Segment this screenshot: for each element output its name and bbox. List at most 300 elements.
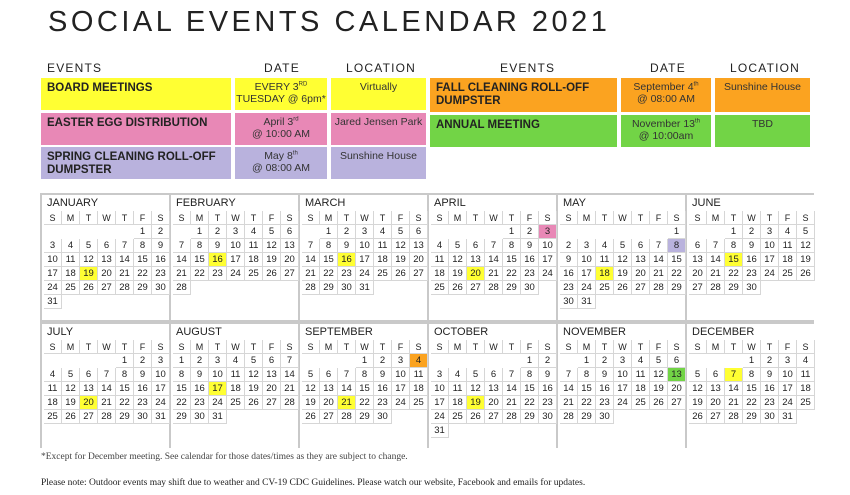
event-name: EASTER EGG DISTRIBUTION xyxy=(41,113,231,145)
day-cell: 14 xyxy=(98,382,116,396)
day-cell: 8 xyxy=(134,239,152,253)
day-cell: 4 xyxy=(227,354,245,368)
day-cell: 13 xyxy=(485,382,503,396)
event-date: May 8th @ 08:00 AM xyxy=(235,147,327,179)
day-cell: 29 xyxy=(503,281,521,295)
day-cell: 12 xyxy=(392,239,410,253)
day-cell: 4 xyxy=(431,239,449,253)
day-cell: 20 xyxy=(689,267,707,281)
day-cell: 27 xyxy=(485,410,503,424)
weekday-label: M xyxy=(578,340,596,354)
weekday-label: T xyxy=(116,340,134,354)
weekday-label: F xyxy=(650,211,668,225)
day-cell: 9 xyxy=(743,239,761,253)
day-cell: 15 xyxy=(134,253,152,267)
month-name: AUGUST xyxy=(176,326,222,338)
day-cell: 15 xyxy=(503,253,521,267)
day-cell: 19 xyxy=(614,267,632,281)
day-cell: 30 xyxy=(152,281,170,295)
day-cell: 4 xyxy=(62,239,80,253)
day-cell: 24 xyxy=(356,267,374,281)
event-location: Jared Jensen Park xyxy=(331,113,426,145)
day-cell: 18 xyxy=(797,382,815,396)
day-cell: 6 xyxy=(410,225,428,239)
day-cell: 8 xyxy=(578,368,596,382)
day-cell: 26 xyxy=(797,267,815,281)
weekday-label: F xyxy=(134,340,152,354)
day-cell: 10 xyxy=(356,239,374,253)
day-cell: 30 xyxy=(539,410,557,424)
day-cell: 22 xyxy=(356,396,374,410)
day-cell: 4 xyxy=(44,368,62,382)
day-cell: 25 xyxy=(227,396,245,410)
weekday-label: F xyxy=(779,211,797,225)
day-cell: 16 xyxy=(743,253,761,267)
weekday-label: F xyxy=(134,211,152,225)
day-cell: 15 xyxy=(191,253,209,267)
day-cell: 28 xyxy=(173,281,191,295)
day-cell: 17 xyxy=(539,253,557,267)
day-cell: 31 xyxy=(209,410,227,424)
day-cell: 28 xyxy=(503,410,521,424)
day-cell: 6 xyxy=(485,368,503,382)
day-cell: 29 xyxy=(173,410,191,424)
weekday-label: F xyxy=(263,211,281,225)
day-cell: 11 xyxy=(245,239,263,253)
day-cell: 4 xyxy=(245,225,263,239)
day-cell: 11 xyxy=(431,253,449,267)
day-cell: 21 xyxy=(98,396,116,410)
day-cell: 20 xyxy=(263,382,281,396)
day-cell: 10 xyxy=(578,253,596,267)
day-cell: 16 xyxy=(560,267,578,281)
day-cell: 2 xyxy=(338,225,356,239)
month-name: JANUARY xyxy=(47,197,99,209)
day-cell: 24 xyxy=(44,281,62,295)
month-name: SEPTEMBER xyxy=(305,326,373,338)
weekday-label: S xyxy=(431,340,449,354)
day-cell: 27 xyxy=(668,396,686,410)
weekday-label: T xyxy=(596,211,614,225)
day-cell: 31 xyxy=(356,281,374,295)
day-cell: 27 xyxy=(80,410,98,424)
location-header-right: LOCATION xyxy=(730,61,801,75)
day-cell: 24 xyxy=(152,396,170,410)
event-date: September 4th @ 08:00 AM xyxy=(621,78,711,112)
day-cell: 29 xyxy=(356,410,374,424)
day-cell: 30 xyxy=(560,295,578,309)
weekday-label: S xyxy=(281,340,299,354)
weekday-label: M xyxy=(62,340,80,354)
day-cell: 28 xyxy=(560,410,578,424)
day-cell: 24 xyxy=(614,396,632,410)
day-cell: 29 xyxy=(320,281,338,295)
day-cell: 19 xyxy=(650,382,668,396)
day-cell: 13 xyxy=(263,368,281,382)
day-cell: 3 xyxy=(44,239,62,253)
day-cell: 26 xyxy=(689,410,707,424)
day-cell: 27 xyxy=(689,281,707,295)
day-cell: 26 xyxy=(614,281,632,295)
day-cell: 1 xyxy=(320,225,338,239)
weekday-label: M xyxy=(320,211,338,225)
day-cell: 28 xyxy=(302,281,320,295)
day-cell: 27 xyxy=(410,267,428,281)
weekday-label: S xyxy=(668,340,686,354)
day-cell: 23 xyxy=(209,267,227,281)
day-cell: 25 xyxy=(245,267,263,281)
day-cell: 18 xyxy=(62,267,80,281)
day-cell: 30 xyxy=(761,410,779,424)
day-cell: 28 xyxy=(725,410,743,424)
day-cell: 21 xyxy=(173,267,191,281)
day-cell: 2 xyxy=(560,239,578,253)
day-cell: 1 xyxy=(743,354,761,368)
day-cell: 27 xyxy=(467,281,485,295)
day-cell: 24 xyxy=(209,396,227,410)
weekday-label: S xyxy=(539,211,557,225)
month-april xyxy=(429,195,556,320)
day-cell: 18 xyxy=(245,253,263,267)
day-cell: 6 xyxy=(281,225,299,239)
day-cell: 25 xyxy=(779,267,797,281)
weekday-label: M xyxy=(191,211,209,225)
day-cell: 18 xyxy=(431,267,449,281)
day-cell: 3 xyxy=(614,354,632,368)
event-location: TBD xyxy=(715,115,810,147)
day-cell: 21 xyxy=(707,267,725,281)
day-cell: 5 xyxy=(62,368,80,382)
day-cell: 6 xyxy=(467,239,485,253)
day-cell: 10 xyxy=(539,239,557,253)
weekday-label: S xyxy=(302,211,320,225)
day-cell: 13 xyxy=(707,382,725,396)
day-cell: 11 xyxy=(62,253,80,267)
day-cell: 1 xyxy=(191,225,209,239)
weekday-label: T xyxy=(596,340,614,354)
day-cell: 17 xyxy=(392,382,410,396)
day-cell: 14 xyxy=(485,253,503,267)
weekday-label: T xyxy=(209,340,227,354)
day-cell: 16 xyxy=(539,382,557,396)
day-cell: 19 xyxy=(392,253,410,267)
day-cell: 20 xyxy=(632,267,650,281)
day-cell: 14 xyxy=(707,253,725,267)
day-cell: 30 xyxy=(521,281,539,295)
day-cell: 12 xyxy=(302,382,320,396)
weekday-label: T xyxy=(116,211,134,225)
day-cell: 5 xyxy=(302,368,320,382)
calendar-grid xyxy=(40,193,814,448)
day-cell: 3 xyxy=(578,239,596,253)
day-cell: 23 xyxy=(191,396,209,410)
day-cell: 29 xyxy=(668,281,686,295)
event-day: 19 xyxy=(80,267,98,281)
day-cell: 14 xyxy=(302,253,320,267)
day-cell: 5 xyxy=(245,354,263,368)
day-cell: 30 xyxy=(596,410,614,424)
day-cell: 30 xyxy=(191,410,209,424)
day-cell: 10 xyxy=(152,368,170,382)
weekday-label: T xyxy=(761,211,779,225)
day-cell: 4 xyxy=(374,225,392,239)
event-name: BOARD MEETINGS xyxy=(41,78,231,110)
day-cell: 26 xyxy=(80,281,98,295)
weekday-label: T xyxy=(503,211,521,225)
month-name: OCTOBER xyxy=(434,326,489,338)
day-cell: 18 xyxy=(374,253,392,267)
weekday-label: T xyxy=(338,211,356,225)
day-cell: 29 xyxy=(116,410,134,424)
weekday-label: F xyxy=(521,211,539,225)
day-cell: 8 xyxy=(191,239,209,253)
day-cell: 12 xyxy=(650,368,668,382)
day-cell: 23 xyxy=(338,267,356,281)
weekday-label: W xyxy=(485,211,503,225)
day-cell: 8 xyxy=(320,239,338,253)
footnote: *Except for December meeting. See calendar for those dates/times as they are subject to change. xyxy=(41,452,408,462)
day-cell: 10 xyxy=(209,368,227,382)
weekday-label: S xyxy=(410,211,428,225)
event-location: Virtually xyxy=(331,78,426,110)
event-location: Sunshine House xyxy=(331,147,426,179)
event-date: April 3rd @ 10:00 AM xyxy=(235,113,327,145)
day-cell: 30 xyxy=(338,281,356,295)
day-cell: 17 xyxy=(227,253,245,267)
day-cell: 26 xyxy=(263,267,281,281)
weekday-label: S xyxy=(431,211,449,225)
day-cell: 7 xyxy=(338,368,356,382)
day-cell: 23 xyxy=(560,281,578,295)
day-cell: 1 xyxy=(521,354,539,368)
day-cell: 6 xyxy=(80,368,98,382)
day-cell: 28 xyxy=(485,281,503,295)
day-cell: 30 xyxy=(743,281,761,295)
weekday-label: W xyxy=(614,211,632,225)
day-cell: 15 xyxy=(521,382,539,396)
day-cell: 9 xyxy=(134,368,152,382)
weekday-label: T xyxy=(374,211,392,225)
day-cell: 13 xyxy=(80,382,98,396)
day-cell: 18 xyxy=(632,382,650,396)
event-name: ANNUAL MEETING xyxy=(430,115,617,147)
day-cell: 4 xyxy=(449,368,467,382)
weekday-label: S xyxy=(560,340,578,354)
day-cell: 10 xyxy=(44,253,62,267)
event-day: 19 xyxy=(467,396,485,410)
day-cell: 22 xyxy=(578,396,596,410)
day-cell: 5 xyxy=(614,239,632,253)
day-cell: 11 xyxy=(779,239,797,253)
weekday-label: T xyxy=(467,211,485,225)
weekday-label: S xyxy=(539,340,557,354)
weekday-label: S xyxy=(173,211,191,225)
day-cell: 10 xyxy=(779,368,797,382)
day-cell: 12 xyxy=(467,382,485,396)
weekday-label: W xyxy=(356,211,374,225)
day-cell: 12 xyxy=(263,239,281,253)
day-cell: 8 xyxy=(521,368,539,382)
day-cell: 14 xyxy=(650,253,668,267)
day-cell: 3 xyxy=(152,354,170,368)
day-cell: 21 xyxy=(725,396,743,410)
day-cell: 26 xyxy=(392,267,410,281)
event-day: 8 xyxy=(668,239,686,253)
day-cell: 5 xyxy=(467,368,485,382)
day-cell: 11 xyxy=(632,368,650,382)
day-cell: 7 xyxy=(281,354,299,368)
month-january xyxy=(42,195,169,320)
day-cell: 13 xyxy=(467,253,485,267)
weekday-label: W xyxy=(227,340,245,354)
day-cell: 13 xyxy=(281,239,299,253)
day-cell: 16 xyxy=(191,382,209,396)
day-cell: 28 xyxy=(281,396,299,410)
day-cell: 3 xyxy=(779,354,797,368)
day-cell: 27 xyxy=(281,267,299,281)
day-cell: 15 xyxy=(116,382,134,396)
day-cell: 16 xyxy=(134,382,152,396)
month-october xyxy=(429,324,556,449)
day-cell: 7 xyxy=(173,239,191,253)
day-cell: 23 xyxy=(743,267,761,281)
day-cell: 10 xyxy=(431,382,449,396)
day-cell: 28 xyxy=(98,410,116,424)
day-cell: 22 xyxy=(320,267,338,281)
day-cell: 20 xyxy=(410,253,428,267)
weekday-label: W xyxy=(98,340,116,354)
day-cell: 9 xyxy=(191,368,209,382)
location-header-left: LOCATION xyxy=(346,61,417,75)
event-day: 4 xyxy=(410,354,428,368)
weekday-label: F xyxy=(392,211,410,225)
day-cell: 27 xyxy=(707,410,725,424)
day-cell: 15 xyxy=(356,382,374,396)
day-cell: 8 xyxy=(356,368,374,382)
day-cell: 24 xyxy=(779,396,797,410)
day-cell: 11 xyxy=(374,239,392,253)
day-cell: 19 xyxy=(245,382,263,396)
day-cell: 10 xyxy=(614,368,632,382)
day-cell: 2 xyxy=(539,354,557,368)
weekday-label: F xyxy=(779,340,797,354)
day-cell: 25 xyxy=(410,396,428,410)
month-june xyxy=(687,195,814,320)
day-cell: 15 xyxy=(743,382,761,396)
weekday-label: M xyxy=(707,340,725,354)
day-cell: 9 xyxy=(539,368,557,382)
weekday-label: T xyxy=(245,340,263,354)
day-cell: 23 xyxy=(134,396,152,410)
day-cell: 20 xyxy=(485,396,503,410)
weekday-label: T xyxy=(725,211,743,225)
day-cell: 16 xyxy=(374,382,392,396)
day-cell: 8 xyxy=(743,368,761,382)
weekday-label: S xyxy=(44,340,62,354)
day-cell: 17 xyxy=(356,253,374,267)
day-cell: 14 xyxy=(560,382,578,396)
day-cell: 13 xyxy=(98,253,116,267)
day-cell: 12 xyxy=(245,368,263,382)
day-cell: 29 xyxy=(725,281,743,295)
day-cell: 17 xyxy=(431,396,449,410)
weekday-label: F xyxy=(392,340,410,354)
weekday-label: S xyxy=(689,340,707,354)
day-cell: 12 xyxy=(449,253,467,267)
weekday-label: S xyxy=(797,211,815,225)
day-cell: 8 xyxy=(503,239,521,253)
weekday-label: T xyxy=(338,340,356,354)
weekday-label: T xyxy=(632,211,650,225)
day-cell: 25 xyxy=(431,281,449,295)
day-cell: 8 xyxy=(725,239,743,253)
day-cell: 10 xyxy=(761,239,779,253)
day-cell: 20 xyxy=(668,382,686,396)
day-cell: 26 xyxy=(245,396,263,410)
day-cell: 5 xyxy=(689,368,707,382)
weekday-label: S xyxy=(281,211,299,225)
day-cell: 11 xyxy=(449,382,467,396)
day-cell: 9 xyxy=(338,239,356,253)
day-cell: 9 xyxy=(596,368,614,382)
day-cell: 12 xyxy=(797,239,815,253)
day-cell: 2 xyxy=(191,354,209,368)
day-cell: 5 xyxy=(449,239,467,253)
event-day: 20 xyxy=(467,267,485,281)
day-cell: 17 xyxy=(152,382,170,396)
day-cell: 1 xyxy=(356,354,374,368)
weekday-label: W xyxy=(743,211,761,225)
day-cell: 1 xyxy=(503,225,521,239)
weekday-label: M xyxy=(320,340,338,354)
day-cell: 7 xyxy=(485,239,503,253)
day-cell: 8 xyxy=(173,368,191,382)
day-cell: 31 xyxy=(779,410,797,424)
day-cell: 3 xyxy=(431,368,449,382)
day-cell: 3 xyxy=(392,354,410,368)
event-name: FALL CLEANING ROLL-OFF DUMPSTER xyxy=(430,78,617,112)
day-cell: 25 xyxy=(632,396,650,410)
day-cell: 22 xyxy=(503,267,521,281)
day-cell: 26 xyxy=(650,396,668,410)
day-cell: 22 xyxy=(743,396,761,410)
weekday-label: S xyxy=(410,340,428,354)
day-cell: 5 xyxy=(80,239,98,253)
weekday-label: T xyxy=(80,211,98,225)
day-cell: 7 xyxy=(98,368,116,382)
day-cell: 3 xyxy=(227,225,245,239)
weekday-label: M xyxy=(62,211,80,225)
day-cell: 21 xyxy=(485,267,503,281)
day-cell: 1 xyxy=(173,354,191,368)
day-cell: 28 xyxy=(650,281,668,295)
events-header-right: EVENTS xyxy=(500,61,556,75)
day-cell: 9 xyxy=(761,368,779,382)
day-cell: 1 xyxy=(116,354,134,368)
weekday-label: T xyxy=(80,340,98,354)
day-cell: 28 xyxy=(338,410,356,424)
weekday-label: S xyxy=(689,211,707,225)
weekday-label: T xyxy=(374,340,392,354)
day-cell: 25 xyxy=(449,410,467,424)
event-location: Sunshine House xyxy=(715,78,810,112)
day-cell: 11 xyxy=(44,382,62,396)
day-cell: 28 xyxy=(707,281,725,295)
day-cell: 14 xyxy=(116,253,134,267)
month-name: MARCH xyxy=(305,197,346,209)
day-cell: 25 xyxy=(374,267,392,281)
weekday-label: S xyxy=(302,340,320,354)
